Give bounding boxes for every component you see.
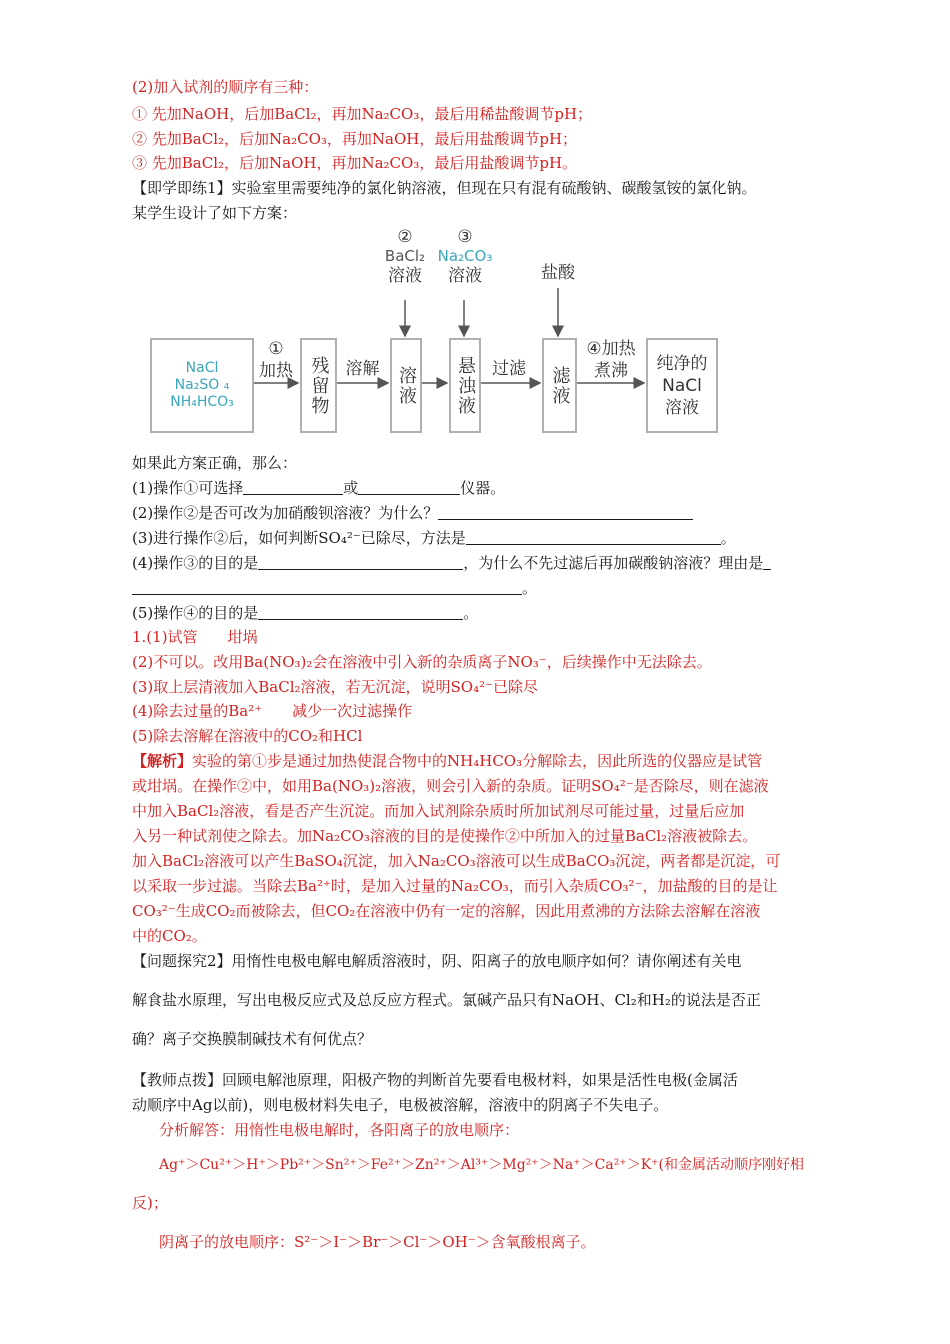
reagent2-label	[378, 226, 432, 287]
order-1: ① 先加NaOH，后加BaCl₂，再加Na₂CO₃，最后用稀盐酸调节pH；	[132, 105, 593, 123]
suspension-box: 悬浊液	[449, 338, 481, 433]
start-na2so4: Na₂SO ₄	[174, 377, 230, 393]
analysis-line-3: 中加入BaCl₂溶液，看是否产生沉淀。而加入试剂除杂质时所加试剂尽可能过量，过量后应加	[132, 802, 745, 820]
question-4: (4)操作③的目的是 ，为什么不先过滤后再加碳酸钠溶液？理由是	[132, 553, 771, 573]
reagent2-word: 溶液	[388, 266, 422, 286]
order-2: ② 先加BaCl₂，后加Na₂CO₃，再加NaOH，最后用盐酸调节pH；	[132, 130, 578, 148]
reagent2-bacl2: BaCl₂	[384, 247, 426, 265]
method-heading: (2)加入试剂的顺序有三种：	[132, 78, 319, 96]
residue-box: 残留物	[300, 338, 337, 433]
condition-line: 如果此方案正确，那么：	[132, 454, 298, 472]
question-4-cont: 。	[132, 578, 537, 598]
inquiry-line-2: 解食盐水原理，写出电极反应式及总反应方程式。氯碱产品只有NaOH、Cl₂和H₂的说法是否正	[132, 991, 761, 1009]
answer-1: 1.(1)试管 坩埚	[132, 628, 258, 646]
analysis-line-4: 入另一种试剂使之除去。加Na₂CO₃溶液的目的是使操作②中所加入的过量BaCl₂溶液被除去。	[132, 827, 758, 845]
reagent3-label	[434, 226, 496, 287]
teacher-tip-2: 动顺序中Ag以前)，则电极材料失电子，电极被溶解，溶液中的阴离子不失电子。	[132, 1096, 669, 1114]
question-3: (3)进行操作②后，如何判断SO₄²⁻已除尽，方法是 。	[132, 529, 736, 547]
exercise-intro-2: 某学生设计了如下方案：	[132, 204, 298, 222]
reagent3-num: ③	[457, 227, 473, 247]
dissolve-label: 溶解	[345, 359, 380, 379]
solution-box: 溶液	[390, 338, 422, 433]
answer-2: (2)不可以。改用Ba(NO₃)₂会在溶液中引入新的杂质离子NO₃⁻，后续操作中无法除去。	[132, 653, 712, 671]
order-3: ③ 先加BaCl₂，后加NaOH，再加Na₂CO₃，最后用盐酸调节pH。	[132, 154, 578, 172]
question-2: (2)操作②是否可改为加硝酸钡溶液？为什么？	[132, 503, 693, 523]
question-1: (1)操作①可选择 或 仪器。	[132, 479, 506, 497]
op4-boil-label: ④加热 煮沸	[586, 339, 636, 381]
filter-label: 过滤	[492, 359, 526, 379]
cation-order-cont: 反)；	[132, 1194, 168, 1212]
cation-order: Ag⁺＞Cu²⁺＞H⁺＞Pb²⁺＞Sn²⁺＞Fe²⁺＞Zn²⁺＞Al³⁺＞Mg²⁺＞Na⁺＞Ca²⁺＞K⁺(和金属活动顺序刚好相	[159, 1157, 805, 1173]
inquiry-line-3: 确？离子交换膜制碱技术有何优点？	[132, 1030, 373, 1048]
start-nh4hco3: NH₄HCO₃	[170, 394, 234, 410]
analysis-line-2: 或坩埚。在操作②中，如用Ba(NO₃)₂溶液，则会引入新的杂质。证明SO₄²⁻是否除尽，则在滤液	[132, 777, 769, 795]
answer-5: (5)除去溶解在溶液中的CO₂和HCl	[132, 727, 363, 745]
start-mixture-box	[150, 338, 254, 433]
analysis-line-1: 【解析】实验的第①步是通过加热使混合物中的NH₄HCO₃分解除去，因此所选的仪器应是试管	[132, 752, 763, 770]
answer-3: (3)取上层清液加入BaCl₂溶液，若无沉淀，说明SO₄²⁻已除尽	[132, 678, 539, 696]
solution-line-1: 分析解答：用惰性电极电解时，各阳离子的放电顺序：	[159, 1121, 520, 1139]
reagent2-num: ②	[397, 227, 413, 247]
reagent3-word: 溶液	[448, 266, 482, 286]
question-5: (5)操作④的目的是 。	[132, 604, 479, 622]
analysis-line-7: CO₃²⁻生成CO₂而被除去，但CO₂在溶液中仍有一定的溶解，因此用煮沸的方法除去溶解在溶液	[132, 902, 761, 920]
op1-heat-label: ① 加热	[259, 339, 293, 381]
anion-order: 阴离子的放电顺序：S²⁻＞I⁻＞Br⁻＞Cl⁻＞OH⁻＞含氧酸根离子。	[159, 1233, 596, 1251]
exercise-intro: 【即学即练1】实验室里需要纯净的氯化钠溶液，但现在只有混有硫酸钠、碳酸氢铵的氯化钠。	[132, 179, 757, 197]
flow-diagram	[150, 228, 725, 438]
hcl-label: 盐酸	[541, 263, 575, 283]
teacher-tip-1: 【教师点拨】回顾电解池原理，阳极产物的判断首先要看电极材料，如果是活性电极(金属活	[132, 1071, 738, 1089]
answer-4: (4)除去过量的Ba²⁺ 减少一次过滤操作	[132, 702, 413, 720]
filtrate-box: 滤液	[542, 338, 577, 433]
analysis-line-6: 以采取一步过滤。当除去Ba²⁺时，是加入过量的Na₂CO₃，而引入杂质CO₃²⁻，加盐酸的目的是让	[132, 877, 778, 895]
inquiry-line-1: 【问题探究2】用惰性电极电解电解质溶液时，阴、阳离子的放电顺序如何？请你阐述有关电	[132, 952, 742, 970]
analysis-label: 【解析】	[132, 752, 193, 770]
start-nacl: NaCl	[185, 360, 219, 376]
analysis-line-8: 中的CO₂。	[132, 927, 207, 945]
final-nacl-box: 纯净的 NaCl 溶液	[646, 338, 718, 433]
reagent3-na2co3: Na₂CO₃	[437, 247, 493, 265]
analysis-line-5: 加入BaCl₂溶液可以产生BaSO₄沉淀，加入Na₂CO₃溶液可以生成BaCO₃沉淀，两者都是沉淀，可	[132, 852, 781, 870]
